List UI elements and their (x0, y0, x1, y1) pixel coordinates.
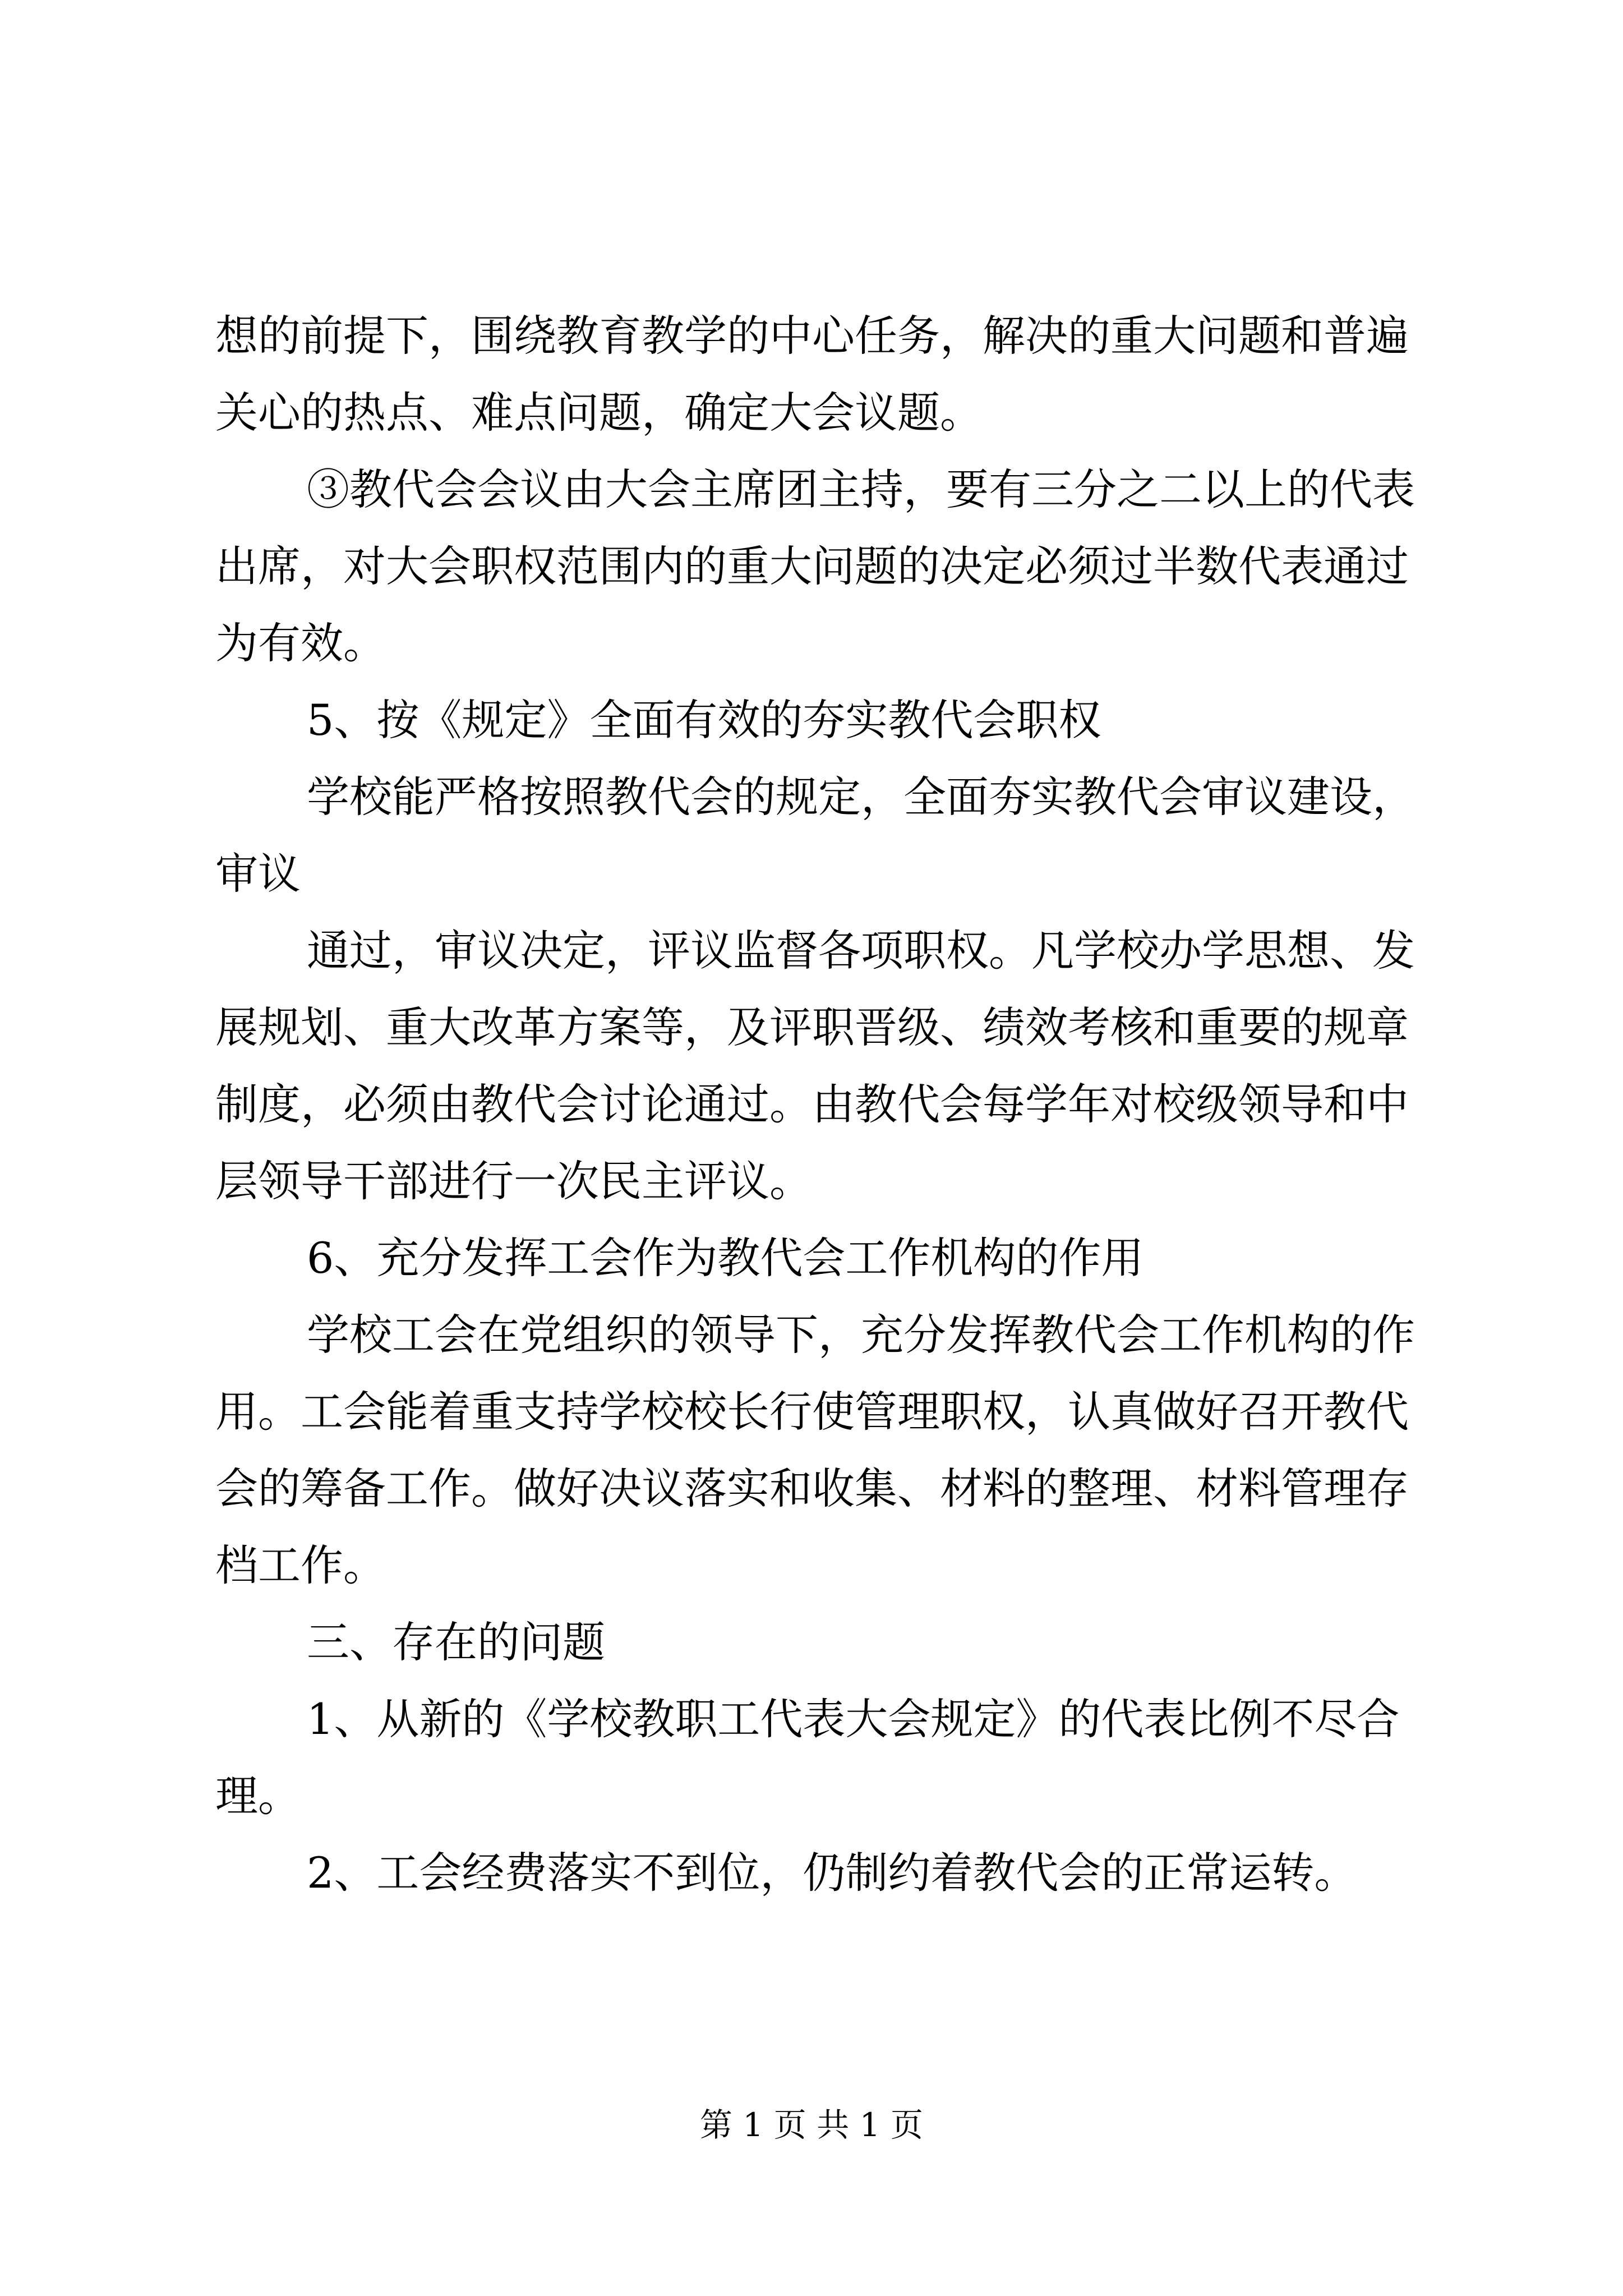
page-footer: 第 1 页 共 1 页 (700, 2106, 923, 2144)
text-line: 展规划、重大改革方案等，及评职晋级、绩效考核和重要的规章 (215, 1002, 1409, 1052)
document-body (215, 297, 1421, 1911)
text-line: 层领导干部进行一次民主评议。 (215, 1156, 812, 1206)
text-line: 关心的热点、难点问题，确定大会议题。 (215, 388, 983, 438)
section-heading: 6、充分发挥工会作为教代会工作机构的作用 (307, 1233, 1144, 1283)
text-line: ③教代会会议由大会主席团主持，要有三分之二以上的代表 (307, 464, 1415, 514)
section-heading: 三、存在的问题 (307, 1617, 605, 1667)
text-line: 学校工会在党组织的领导下，充分发挥教代会工作机构的作 (307, 1310, 1415, 1360)
text-line: 会的筹备工作。做好决议落实和收集、材料的整理、材料管理存 (215, 1464, 1409, 1513)
text-line: 1、从新的《学校教职工代表大会规定》的代表比例不尽合 (307, 1694, 1400, 1744)
text-line: 想的前提下，围绕教育教学的中心任务，解决的重大问题和普遍 (215, 311, 1409, 361)
text-line: 为有效。 (215, 618, 386, 668)
text-line: 用。工会能着重支持学校校长行使管理职权，认真做好召开教代 (215, 1387, 1409, 1437)
text-line: 出席，对大会职权范围内的重大问题的决定必须过半数代表通过 (215, 541, 1409, 591)
section-heading: 5、按《规定》全面有效的夯实教代会职权 (307, 695, 1101, 745)
text-line: 档工作。 (215, 1540, 386, 1590)
text-line: 理。 (215, 1771, 301, 1821)
text-line: 审议 (215, 849, 301, 899)
text-line: 制度，必须由教代会讨论通过。由教代会每学年对校级领导和中 (215, 1079, 1409, 1129)
text-line: 通过，审议决定，评议监督各项职权。凡学校办学思想、发 (307, 926, 1415, 976)
text-line: 学校能严格按照教代会的规定，全面夯实教代会审议建设， (307, 772, 1415, 822)
text-line: 2、工会经费落实不到位，仍制约着教代会的正常运转。 (307, 1848, 1357, 1898)
